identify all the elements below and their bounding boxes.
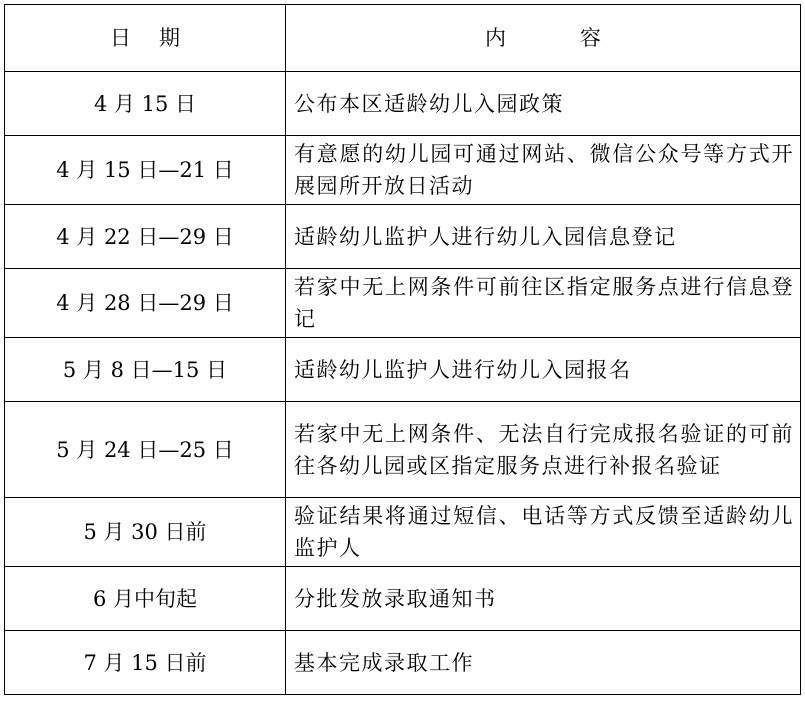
- row-content: 公布本区适龄幼儿入园政策: [286, 72, 801, 136]
- table-row: [5, 269, 801, 338]
- row-date: 4 月 28 日—29 日: [5, 269, 286, 338]
- row-date: 6 月中旬起: [5, 567, 286, 631]
- table-row: [5, 567, 801, 631]
- row-date: 5 月 24 日—25 日: [5, 402, 286, 498]
- row-content: 适龄幼儿监护人进行幼儿入园报名: [286, 338, 801, 402]
- row-content: 有意愿的幼儿园可通过网站、微信公众号等方式开展园所开放日活动: [286, 136, 801, 205]
- table-row: [5, 72, 801, 136]
- content-header-label: 内容: [485, 26, 675, 50]
- row-date: 4 月 15 日: [5, 72, 286, 136]
- row-date: 4 月 22 日—29 日: [5, 205, 286, 269]
- table-row: [5, 338, 801, 402]
- table-row: [5, 402, 801, 498]
- content-column-header: [286, 5, 801, 72]
- table-header-row: [5, 5, 801, 72]
- table-row: [5, 136, 801, 205]
- date-column-header: [5, 5, 286, 72]
- table-row: [5, 498, 801, 567]
- row-content: 若家中无上网条件、无法自行完成报名验证的可前往各幼儿园或区指定服务点进行补报名验证: [286, 402, 801, 498]
- date-header-label: 日期: [110, 26, 208, 50]
- row-content: 分批发放录取通知书: [286, 567, 801, 631]
- row-date: 5 月 30 日前: [5, 498, 286, 567]
- row-content: 基本完成录取工作: [286, 631, 801, 695]
- table-row: [5, 205, 801, 269]
- enrollment-schedule-table: [4, 4, 801, 695]
- row-content: 若家中无上网条件可前往区指定服务点进行信息登记: [286, 269, 801, 338]
- row-content: 验证结果将通过短信、电话等方式反馈至适龄幼儿监护人: [286, 498, 801, 567]
- row-date: 7 月 15 日前: [5, 631, 286, 695]
- row-date: 4 月 15 日—21 日: [5, 136, 286, 205]
- row-date: 5 月 8 日—15 日: [5, 338, 286, 402]
- row-content: 适龄幼儿监护人进行幼儿入园信息登记: [286, 205, 801, 269]
- table-row: [5, 631, 801, 695]
